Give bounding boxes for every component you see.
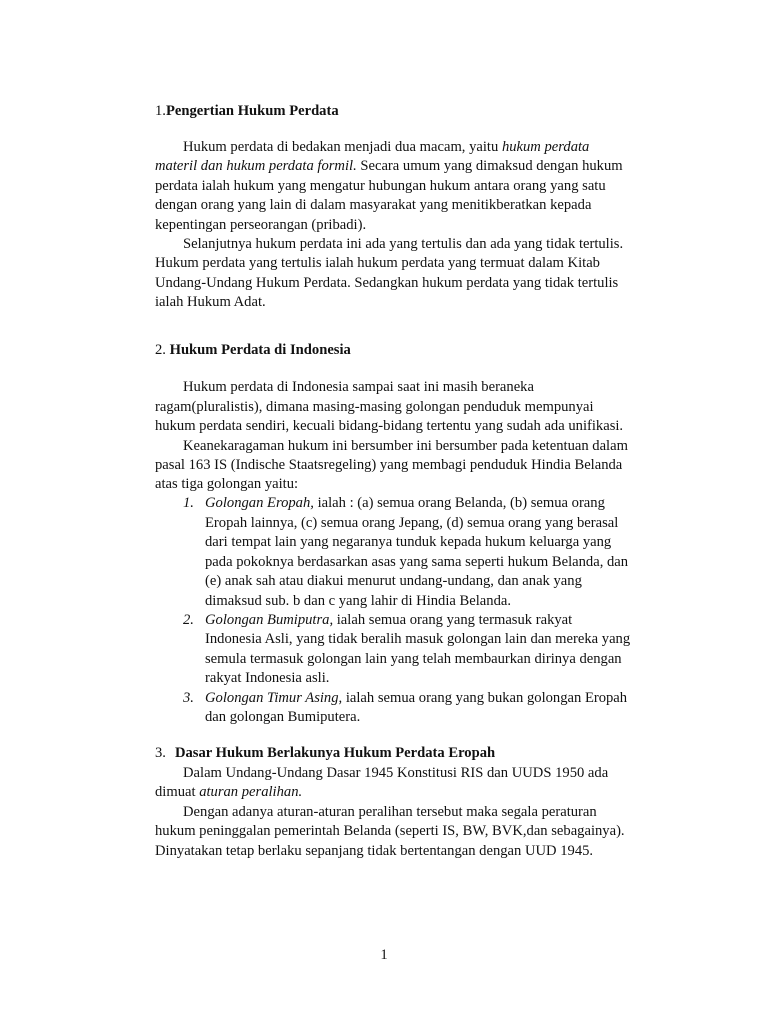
text-span: Hukum perdata di bedakan menjadi dua macam, yaitu xyxy=(183,139,502,155)
s1-p1-line-1 xyxy=(183,138,589,158)
s1-p2-line-4: ialah Hukum Adat. xyxy=(155,294,266,310)
list-item-1-line-1 xyxy=(205,494,605,514)
list-number: 3. xyxy=(183,690,194,706)
s1-p1-line-4: dengan orang yang lain di dalam masyarakat yang menitikberatkan kepada xyxy=(155,197,592,213)
s3-p1-line-1: Dalam Undang-Undang Dasar 1945 Konstitusi RIS dan UUDS 1950 ada xyxy=(183,765,609,781)
s1-p2-line-3: Undang-Undang Hukum Perdata. Sedangkan hukum perdata yang tidak tertulis xyxy=(155,275,619,291)
s2-p1-line-2: ragam(pluralistis), dimana masing-masing golongan penduduk mempunyai xyxy=(155,399,594,415)
s3-p2-line-2: hukum peninggalan pemerintah Belanda (seperti IS, BW, BVK,dan sebagainya). xyxy=(155,823,625,839)
italic-term: aturan peralihan. xyxy=(199,784,303,800)
list-item-2-line-2: Indonesia Asli, yang tidak beralih masuk golongan lain dan mereka yang xyxy=(205,631,631,647)
list-item-2-line-4: rakyat Indonesia asli. xyxy=(205,670,330,686)
list-term: Golongan Eropah, xyxy=(205,495,314,511)
s1-p2-line-1: Selanjutnya hukum perdata ini ada yang tertulis dan ada yang tidak tertulis. xyxy=(183,236,624,252)
list-item-1-line-3: dari tempat lain yang negaranya tunduk kepada hukum keluarga yang xyxy=(205,534,612,550)
s2-p2-line-1: Keanekaragaman hukum ini bersumber ini bersumber pada ketentuan dalam xyxy=(183,438,628,454)
list-item-1-line-4: pada pokoknya berdasarkan asas yang sama seperti hukum Belanda, dan xyxy=(205,554,629,570)
s1-p1-line-3: perdata ialah hukum yang mengatur hubungan hukum antara orang yang satu xyxy=(155,178,606,194)
text-span: ialah semua orang yang bukan golongan Eropah xyxy=(342,690,628,706)
section-2-title: Hukum Perdata di Indonesia xyxy=(169,342,351,358)
section-1-heading xyxy=(155,102,339,122)
s1-p1-line-2 xyxy=(155,157,623,177)
s2-p1-line-3: hukum perdata sendiri, kecuali bidang-bidang tertentu yang sudah ada unifikasi. xyxy=(155,418,624,434)
text-span: dimuat xyxy=(155,784,200,800)
s3-p1-line-2 xyxy=(155,783,302,803)
list-item-2-line-3: semula termasuk golongan lain yang telah membaurkan dirinya dengan xyxy=(205,651,622,667)
section-1-number: 1. xyxy=(155,103,166,119)
list-number: 2. xyxy=(183,612,194,628)
list-number: 1. xyxy=(183,495,194,511)
section-3-number: 3. xyxy=(155,745,166,761)
s3-p2-line-1: Dengan adanya aturan-aturan peralihan tersebut maka segala peraturan xyxy=(183,804,597,820)
s2-p2-line-2: pasal 163 IS (Indische Staatsregeling) yang membagi penduduk Hindia Belanda xyxy=(155,457,623,473)
list-item-3-line-1 xyxy=(205,689,627,709)
s1-p1-line-5: kepentingan perseorangan (pribadi). xyxy=(155,217,367,233)
list-term: Golongan Bumiputra, xyxy=(205,612,334,628)
section-3-heading xyxy=(155,744,495,764)
list-item-1-line-5: (e) anak sah atau diakui menurut undang-undang, dan anak yang xyxy=(205,573,582,589)
s1-p2-line-2: Hukum perdata yang tertulis ialah hukum perdata yang termuat dalam Kitab xyxy=(155,255,600,271)
section-1-title: Pengertian Hukum Perdata xyxy=(165,103,339,119)
list-item-1-line-6: dimaksud sub. b dan c yang lahir di Hindia Belanda. xyxy=(205,593,511,609)
text-span: ialah : (a) semua orang Belanda, (b) semua orang xyxy=(313,495,605,511)
text-span: ialah semua orang yang termasuk rakyat xyxy=(333,612,573,628)
section-2-heading xyxy=(155,341,351,361)
text-span: Secara umum yang dimaksud dengan hukum xyxy=(356,158,623,174)
italic-term: materil dan hukum perdata formil. xyxy=(155,158,357,174)
s2-p1-line-1: Hukum perdata di Indonesia sampai saat ini masih beraneka xyxy=(183,379,534,395)
list-term: Golongan Timur Asing, xyxy=(205,690,343,706)
list-item-1-line-2: Eropah lainnya, (c) semua orang Jepang, (d) semua orang yang berasal xyxy=(205,515,619,531)
section-2-number: 2. xyxy=(155,342,170,358)
page-number: 1 xyxy=(380,947,388,963)
italic-term: hukum perdata xyxy=(501,139,590,155)
section-3-title: Dasar Hukum Berlakunya Hukum Perdata Eropah xyxy=(174,745,496,761)
list-item-2-line-1 xyxy=(205,611,572,631)
s3-p2-line-3: Dinyatakan tetap berlaku sepanjang tidak bertentangan dengan UUD 1945. xyxy=(155,843,594,859)
s2-p2-line-3: atas tiga golongan yaitu: xyxy=(155,476,299,492)
list-item-3-line-2: dan golongan Bumiputera. xyxy=(205,709,361,725)
